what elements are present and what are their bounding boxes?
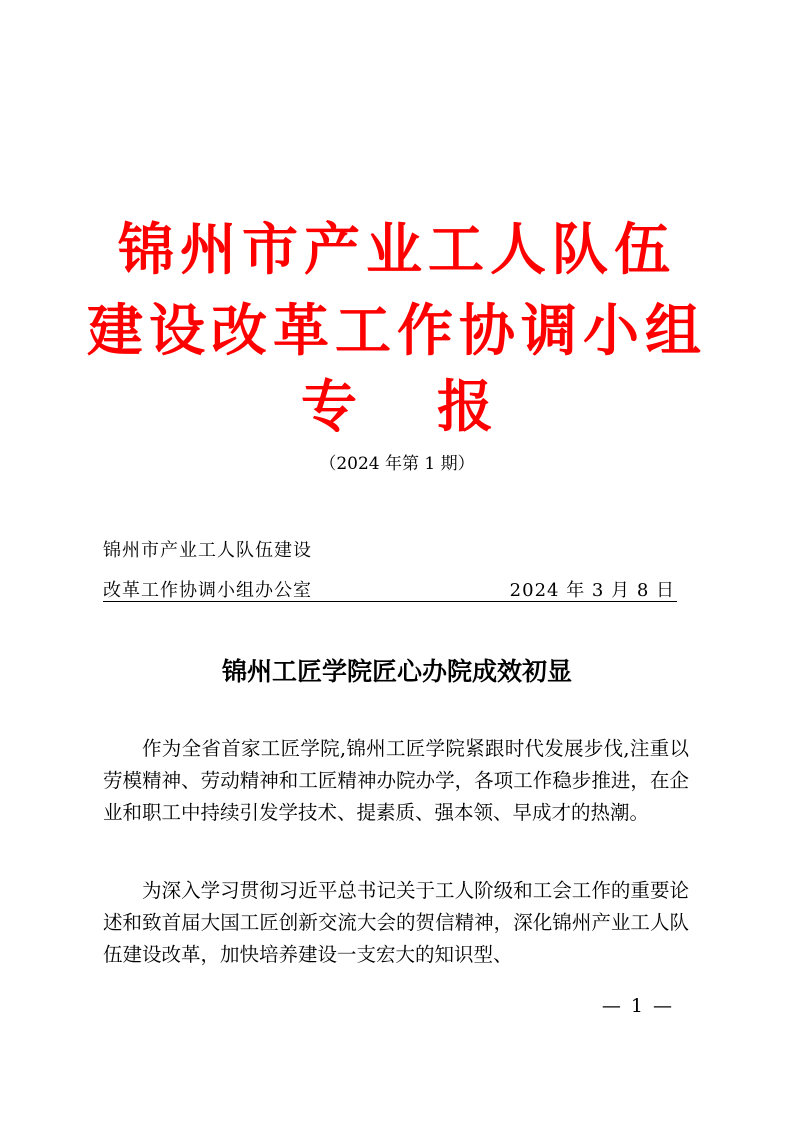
issue-date: 2024 年 3 月 8 日 <box>509 580 675 601</box>
article-paragraph-1: 作为全省首家工匠学院,锦州工匠学院紧跟时代发展步伐,注重以劳模精神、劳动精神和工匠精神办院办学，各项工作稳步推进，在企业和职工中持续引发学技术、提素质、强本领、早成才的热潮。 <box>103 737 689 824</box>
issuer-line-2: 改革工作协调小组办公室 <box>103 580 312 601</box>
issuer-line-1: 锦州市产业工人队伍建设 <box>103 540 312 561</box>
masthead-line-2: 建设改革工作协调小组 <box>87 298 707 364</box>
article-paragraph-2: 为深入学习贯彻习近平总书记关于工人阶级和工会工作的重要论述和致首届大国工匠创新交流大会的贺信精神，深化锦州产业工人队伍建设改革，加快培养建设一支宏大的知识型、 <box>103 879 689 966</box>
page-number: — 1 — <box>601 995 674 1017</box>
header-divider <box>103 601 677 602</box>
masthead-line-3: 专报 <box>301 374 573 440</box>
masthead-line-1: 锦州市产业工人队伍 <box>118 217 676 283</box>
article-title: 锦州工匠学院匠心办院成效初显 <box>221 657 572 686</box>
issue-number: （2024 年第 1 期） <box>319 454 475 474</box>
